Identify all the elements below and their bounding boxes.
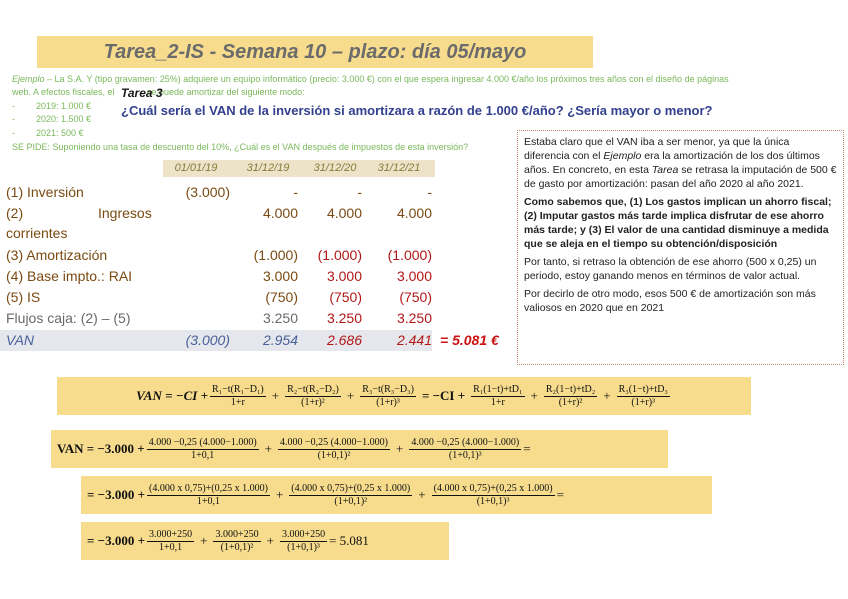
table-cell: (750) [265,289,298,305]
tarea-label: Tarea 3 [121,86,163,100]
table-cell: (3.000) [185,332,230,348]
table-cell: (750) [399,289,432,305]
table-cell: 3.250 [326,310,362,326]
title-banner [37,36,593,68]
table-cell: - [357,184,362,200]
example-item: - 2021: 500 € [12,128,84,138]
explanation-box [517,130,844,365]
table-cell: 4.000 [326,205,362,221]
row-label-van: VAN [6,332,35,348]
formula-substituted: VAN = −3.000 + $\frac{4.000 -0,25 (4.000-1.000)}{1+0,1}$ + $\frac{4.000 -0,25 (4.000-1.000)}{\text{(1+0,1)²}}$ + $\frac{4.000 -0,25 (4.000-1.000)}{\text{(1+0,1)³}}$ = [51,430,668,468]
formula-expanded: = −3.000 + $\frac{(4.000 x 0,75)+(0,25 x 1.000)}{1+0,1}$ + $\frac{(4.000 x 0,75)+(0,25 x 1.000)}{\text{(1+0,1)²}}$ + $\frac{(4.000 x 0,75)+(0,25 x 1.000)}{\text{(1+0,1)³}}$ = [81,476,712,514]
example-se-pide: SE PIDE: Suponiendo una tasa de descuento del 10%, ¿Cuál es el VAN después de impuestos de esta inversión? [12,142,469,152]
table-cell: 3.000 [262,268,298,284]
explanation-paragraph-4: Por decirlo de otro modo, esos 500 € de amortización son más valiosos en 2020 que en 2021 [524,288,816,314]
table-cell: - [427,184,432,200]
table-cell: 3.250 [396,310,432,326]
table-cell: (750) [329,289,362,305]
question-text: ¿Cuál sería el VAN de la inversión si amortizara a razón de 1.000 €/año? ¿Sería mayor o menor? [121,103,713,118]
example-line-1 [12,74,838,84]
example-item: - 2019: 1.000 € [12,101,92,111]
table-cell: 4.000 [262,205,298,221]
row-label-flujos: Flujos caja: (2) – (5) [6,310,131,326]
explanation-paragraph-1: Estaba claro que el VAN iba a ser menor, ya que la única diferencia con el Ejemplo era la amortización de los dos últimos años. En concreto, en esta Tarea se retrasa la imputación de 500 € de gasto por amortización: pasan del año 2020 al año 2021. [524,136,837,190]
example-item: - 2020: 1.500 € [12,114,92,124]
table-cell: 4.000 [396,205,432,221]
explanation-paragraph-3: Por tanto, si retraso la obtención de ese ahorro (500 x 0,25) un periodo, estoy ganando menos en términos de valor actual. [524,256,817,282]
table-cell: 2.954 [262,332,298,348]
column-header: 31/12/19 [246,162,290,174]
formula-general: VAN = −CI + $\frac{\text{R₁−t(R₁−D₁)}}{1+r}$ + $\frac{\text{R₂−t(R₂−D₂)}}{\text{(1+r)²}}$ + $\frac{\text{R₃−t(R₃−D₃)}}{\text{(1+r)³}}$ = −CI + $\frac{\text{R₁(1−t)+tD₁}}{1+r}$ + $\frac{\text{R₂(1−t)+tD₂}}{\text{(1+r)²}}$ + $\frac{\text{R₃(1−t)+tD₃}}{\text{(1+r)³}}$ [57,377,751,415]
row-label-amortizacion: (3) Amortización [6,247,108,263]
table-cell: (1.000) [253,247,298,263]
example-label: Ejemplo [12,74,45,84]
row-label-is: (5) IS [6,289,41,305]
row-label-ingresos-c: corrientes [6,225,68,241]
table-cell: 3.000 [396,268,432,284]
explanation-paragraph-2: Como sabemos que, (1) Los gastos implican un ahorro fiscal; (2) Imputar gastos más tarde implica disfrutar de ese ahorro más tarde; y (3) El valor de una cantidad disminuye a medida que se aleja en el tiempo su obtención/disposición [524,196,832,250]
table-cell: (1.000) [317,247,362,263]
column-header: 31/12/21 [377,162,421,174]
row-label-inversion: (1) Inversión [6,184,84,200]
table-cell: 2.441 [396,332,432,348]
row-label-ingresos-b: Ingresos [98,205,152,221]
column-header: 31/12/20 [313,162,357,174]
table-cell: (3.000) [185,184,230,200]
van-total: = 5.081 € [440,332,499,348]
example-text-1: – La S.A. Y (tipo gravamen: 25%) adquiere un equipo informático (precio: 3.000 €) con el que espera ingresar 4.000 €/año los próximos tres años con el diseño de páginas [44,74,729,84]
example-line-2a: web. A efectos fiscales, el [12,87,115,97]
table-cell: (1.000) [387,247,432,263]
row-label-base: (4) Base impto.: RAI [6,268,133,284]
page-title: Tarea_2-IS - Semana 10 – plazo: día 05/mayo [103,41,527,63]
table-cell: 2.686 [326,332,362,348]
column-header: 01/01/19 [174,162,218,174]
row-label-ingresos-a: (2) [6,205,24,221]
table-cell: - [293,184,298,200]
example-line-2b: se puede amortizar del siguiente modo: [147,87,305,97]
table-cell: 3.000 [326,268,362,284]
table-cell: 3.250 [262,310,298,326]
formula-result: = −3.000 + $\frac{3.000+250}{1+0,1}$ + $\frac{3.000+250}{\text{(1+0,1)²}}$ + $\frac{3.000+250}{\text{(1+0,1)³}}$ = 5.081 [81,522,449,560]
